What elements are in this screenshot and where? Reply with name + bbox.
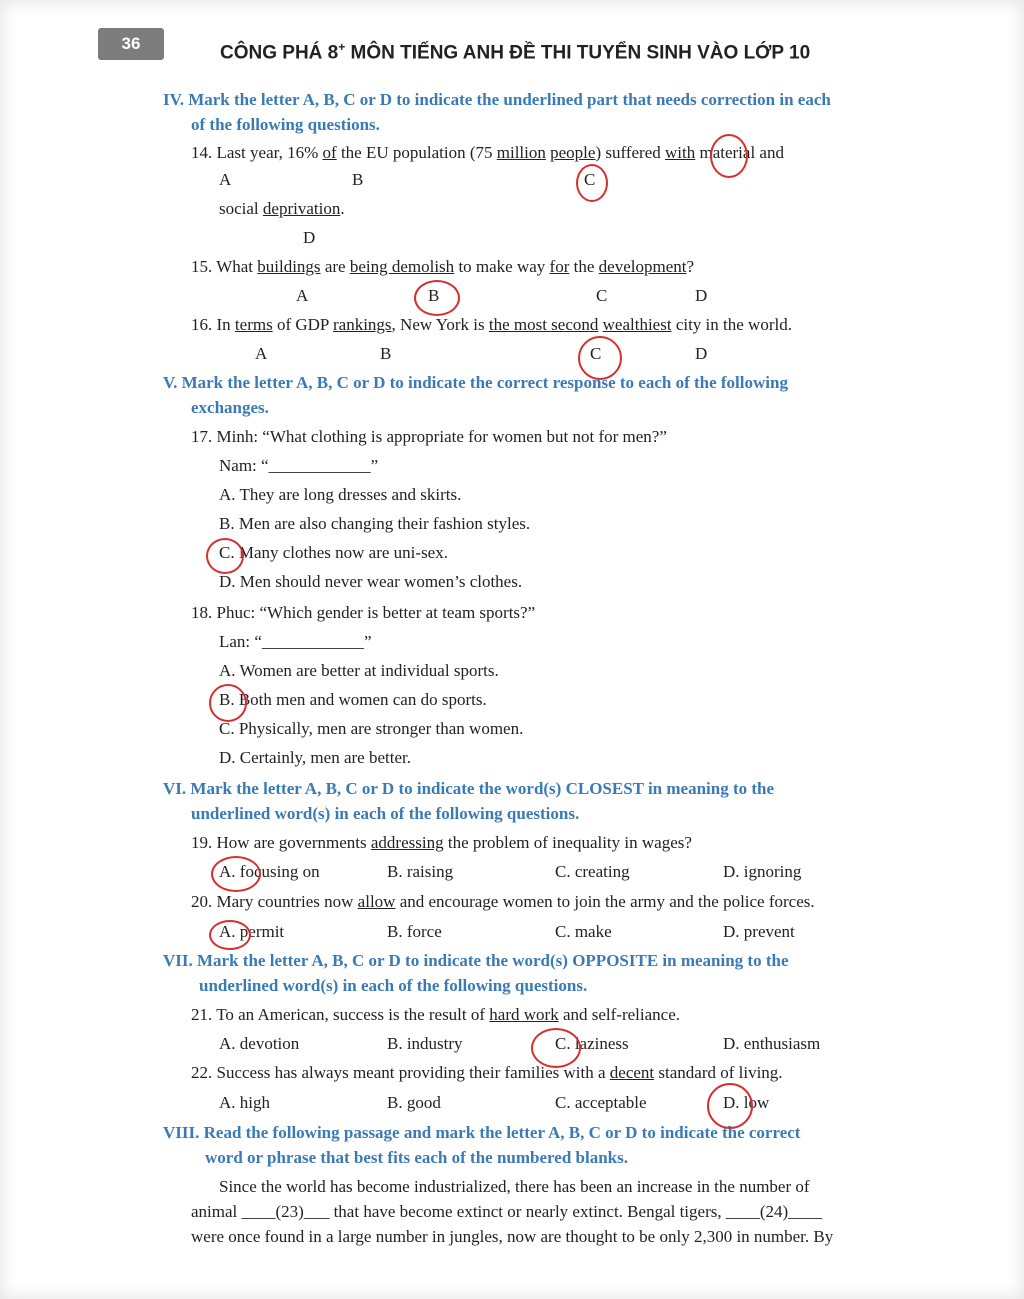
q16-text: city in the world. [671,315,792,334]
q14-text: ) suffered [595,143,665,162]
q20-text: and encourage women to join the army and the police forces. [395,892,815,911]
q16-stem [191,315,792,335]
q19-option-d: D. ignoring [723,862,802,881]
q16-underline-d: wealthiest [602,315,672,334]
q15-underline-a: buildings [257,257,321,276]
q17-option-d: D. Men should never wear women’s clothes. [219,572,523,591]
q19-option-c: C. creating [555,862,630,881]
q21-option-b: B. industry [387,1034,463,1053]
q21-option-d: D. enthusiasm [723,1034,821,1053]
q16-text: of GDP [272,315,333,334]
q14-underline-a: of [322,143,337,162]
section-viii-heading-line1: VIII. Read the following passage and mark the letter A, B, C or D to indicate the correct [163,1123,801,1142]
q20-option-d: D. prevent [723,922,795,941]
q15-text: are [320,257,350,276]
passage-line-1: Since the world has become industrialized, there has been an increase in the number of [219,1177,810,1196]
header-title-pre: CÔNG PHÁ 8 [220,42,339,64]
q22-text: standard of living. [654,1063,783,1082]
q14-underline-d: deprivation [262,199,341,218]
section-v-heading-line1: V. Mark the letter A, B, C or D to indicate the correct response to each of the following [163,373,788,392]
page-number: 36 [121,34,141,53]
q20-stem [191,892,815,912]
answer-circle-q20-a [209,920,251,950]
q14-text: social [219,199,263,218]
section-iv-heading-line1: IV. Mark the letter A, B, C or D to indicate the underlined part that needs correction in each [163,90,831,109]
q19-stem [191,833,692,853]
q17-reply: Nam: “____________” [219,456,379,475]
answer-circle-q17-c [206,538,244,574]
page-header [220,40,810,64]
q21-option-a: A. devotion [219,1034,300,1053]
q21-option-c: C. laziness [555,1034,629,1053]
page-number-tab [98,28,164,60]
q16-text: , New York is [391,315,489,334]
passage-line-3: were once found in a large number in jungles, now are thought to be only 2,300 in number. By [191,1227,834,1246]
q16-underline-a: terms [234,315,273,334]
answer-circle-q16-c [578,336,622,380]
q20-option-a: A. permit [219,922,285,941]
section-v-heading-line2: exchanges. [191,398,269,417]
q14-label-c: C [584,170,596,189]
passage-line-2: animal ____(23)___ that have become extinct or nearly extinct. Bengal tigers, ____(24)____ [191,1202,823,1221]
answer-circle-q21-c [531,1028,581,1068]
q14-text: the EU population (75 [336,143,497,162]
q22-option-a: A. high [219,1093,270,1112]
section-viii-heading-line2: word or phrase that best fits each of the numbered blanks. [205,1148,628,1167]
answer-circle-q19-a [211,856,261,892]
header-title-post: MÔN TIẾNG ANH ĐỀ THI TUYỂN SINH VÀO LỚP 10 [345,42,811,64]
q15-underline-d: development [598,257,687,276]
section-vii-heading-line1: VII. Mark the letter A, B, C or D to indicate the word(s) OPPOSITE in meaning to the [163,951,789,970]
q20-underlined-word: allow [357,892,396,911]
q19-text: 19. How are governments [191,833,371,852]
q16-underline-b: rankings [333,315,392,334]
q18-option-d: D. Certainly, men are better. [219,748,411,767]
q14-line2 [219,199,345,219]
q14-stem [191,143,784,163]
section-vi-heading-line2: underlined word(s) in each of the following questions. [191,804,580,823]
q15-label-b: B [428,286,440,305]
answer-circle-q15-b [414,280,460,316]
section-vi-heading-line1: VI. Mark the letter A, B, C or D to indicate the word(s) CLOSEST in meaning to the [163,779,775,798]
q14-label-d: D [303,228,316,247]
q20-option-c: C. make [555,922,612,941]
q20-text: 20. Mary countries now [191,892,358,911]
q17-option-c: C. Many clothes now are uni-sex. [219,543,448,562]
answer-circle-q18-b [209,684,247,722]
section-iv-heading-line2: of the following questions. [191,115,380,134]
q15-underline-b: being demolish [349,257,455,276]
q20-option-b: B. force [387,922,442,941]
q17-option-b: B. Men are also changing their fashion styles. [219,514,531,533]
q18-stem: 18. Phuc: “Which gender is better at team sports?” [191,603,536,622]
q15-text: the [569,257,599,276]
q16-label-c: C [590,344,602,363]
q22-stem [191,1063,783,1083]
q18-reply: Lan: “____________” [219,632,372,651]
section-vii-heading-line2: underlined word(s) in each of the following questions. [199,976,588,995]
q21-stem [191,1005,680,1025]
q14-text: material and [695,143,784,162]
q22-option-d: D. low [723,1093,770,1112]
q15-label-d: D [695,286,708,305]
q18-option-b: B. Both men and women can do sports. [219,690,487,709]
q19-option-a: A. focusing on [219,862,320,881]
q21-text: and self-reliance. [558,1005,680,1024]
q22-underlined-word: decent [609,1063,655,1082]
q19-option-b: B. raising [387,862,454,881]
answer-circle-q14-with [710,134,748,178]
header-title-sup: + [338,40,346,54]
q14-underline-c: with [665,143,696,162]
q15-text: 15. What [191,257,258,276]
q14-label-a: A [219,170,232,189]
q16-label-d: D [695,344,708,363]
q21-underlined-word: hard work [489,1005,559,1024]
q17-option-a: A. They are long dresses and skirts. [219,485,462,504]
q14-underline-b1: million [496,143,546,162]
q16-label-b: B [380,344,392,363]
q14-text: 14. Last year, 16% [191,143,323,162]
answer-circle-q14-c [576,164,608,202]
q14-label-b: B [352,170,364,189]
answer-circle-q22-d [707,1083,753,1129]
q18-option-c: C. Physically, men are stronger than women. [219,719,524,738]
q16-text: 16. In [191,315,235,334]
q15-text: ? [686,257,695,276]
q22-text: 22. Success has always meant providing their families with a [191,1063,610,1082]
q14-text: . [340,199,345,218]
q16-label-a: A [255,344,268,363]
q14-underline-b2: people [550,143,596,162]
q16-underline-c: the most second [488,315,599,334]
q19-text: the problem of inequality in wages? [443,833,692,852]
q15-underline-c: for [549,257,570,276]
q15-label-c: C [596,286,608,305]
q17-stem: 17. Minh: “What clothing is appropriate for women but not for men?” [191,427,667,446]
q22-option-c: C. acceptable [555,1093,647,1112]
q15-label-a: A [296,286,309,305]
q22-option-b: B. good [387,1093,441,1112]
q15-text: to make way [454,257,550,276]
q21-text: 21. To an American, success is the result of [191,1005,490,1024]
q15-stem [191,257,694,277]
q19-underlined-word: addressing [370,833,444,852]
q18-option-a: A. Women are better at individual sports. [219,661,499,680]
